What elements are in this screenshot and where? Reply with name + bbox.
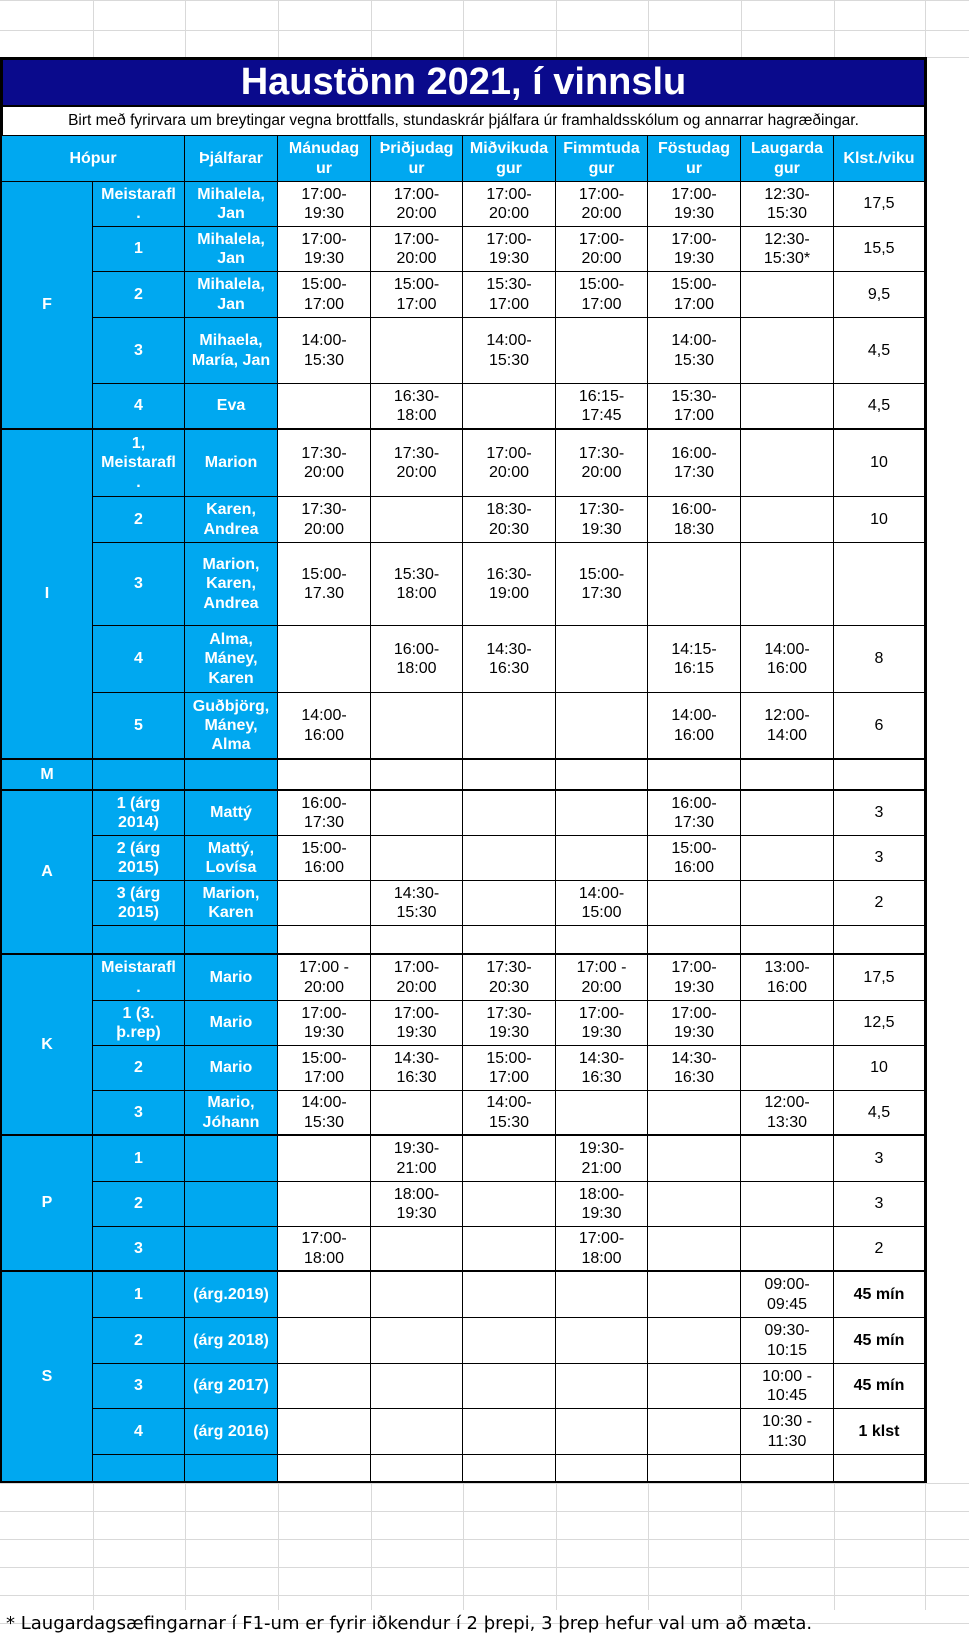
time-cell-saturday — [741, 272, 834, 318]
coaches-cell — [185, 760, 278, 791]
hours-cell: 17,5 — [834, 182, 925, 227]
time-cell-friday — [648, 1455, 741, 1483]
time-cell-saturday — [741, 1227, 834, 1272]
time-cell-wednesday: 14:00- 15:30 — [463, 1091, 556, 1136]
gridline-horizontal — [0, 1511, 969, 1512]
sheet-title: Haustönn 2021, í vinnslu — [2, 59, 925, 106]
coaches-cell: (árg 2017) — [185, 1364, 278, 1409]
level-cell: 3 (árg 2015) — [93, 881, 185, 926]
time-cell-friday — [648, 1182, 741, 1227]
level-cell: 1 (árg 2014) — [93, 791, 185, 836]
time-cell-wednesday: 17:00- 20:00 — [463, 182, 556, 227]
level-cell: 2 (árg 2015) — [93, 836, 185, 881]
gridline-vertical — [93, 0, 94, 57]
coaches-cell — [185, 1455, 278, 1483]
gridline-vertical — [648, 1483, 649, 1610]
time-cell-monday: 14:00- 15:30 — [278, 318, 371, 384]
coaches-cell — [185, 1136, 278, 1182]
footnote: * Laugardagsæfingarnar í F1-um er fyrir iðkendur í 2 þrepi, 3 þrep hefur val um að mæta. — [6, 1613, 813, 1634]
gridline-vertical — [185, 0, 186, 57]
time-cell-friday — [648, 543, 741, 626]
time-cell-saturday: 10:30 - 11:30 — [741, 1409, 834, 1455]
gridline-vertical — [556, 1483, 557, 1610]
hours-cell — [834, 926, 925, 955]
time-cell-thursday: 17:00- 20:00 — [556, 182, 648, 227]
time-cell-thursday — [556, 693, 648, 760]
level-cell — [93, 1455, 185, 1483]
gridline-vertical — [278, 0, 279, 57]
gridline-vertical — [741, 0, 742, 57]
time-cell-saturday — [741, 1001, 834, 1046]
group-label: P — [2, 1136, 93, 1272]
time-cell-saturday — [741, 926, 834, 955]
time-cell-thursday — [556, 1091, 648, 1136]
time-cell-friday: 16:00- 18:30 — [648, 497, 741, 543]
time-cell-saturday — [741, 543, 834, 626]
time-cell-tuesday: 15:00- 17:00 — [371, 272, 463, 318]
gridline-vertical — [925, 0, 926, 57]
time-cell-friday: 17:00- 19:30 — [648, 227, 741, 272]
group-label: F — [2, 182, 93, 430]
coaches-cell — [185, 1182, 278, 1227]
coaches-cell: Marion — [185, 430, 278, 497]
time-cell-friday — [648, 926, 741, 955]
hours-cell: 10 — [834, 430, 925, 497]
time-cell-wednesday — [463, 1409, 556, 1455]
time-cell-monday — [278, 1272, 371, 1318]
gridline-vertical — [371, 1483, 372, 1610]
hours-cell: 45 mín — [834, 1318, 925, 1364]
gridline-horizontal — [0, 1567, 969, 1568]
time-cell-thursday: 17:30- 20:00 — [556, 430, 648, 497]
gridline-vertical — [741, 1483, 742, 1610]
time-cell-tuesday — [371, 1227, 463, 1272]
hours-cell: 2 — [834, 1227, 925, 1272]
coaches-cell: Alma, Máney, Karen — [185, 626, 278, 693]
time-cell-monday — [278, 384, 371, 430]
time-cell-tuesday — [371, 1272, 463, 1318]
level-cell: 1 — [93, 1272, 185, 1318]
time-cell-thursday — [556, 1409, 648, 1455]
time-cell-wednesday: 14:30- 16:30 — [463, 626, 556, 693]
coaches-cell — [185, 1227, 278, 1272]
coaches-cell: Mihalela, Jan — [185, 272, 278, 318]
time-cell-tuesday — [371, 1409, 463, 1455]
hours-cell — [834, 1455, 925, 1483]
gridline-vertical — [278, 1483, 279, 1610]
time-cell-wednesday — [463, 1182, 556, 1227]
time-cell-friday: 14:15- 16:15 — [648, 626, 741, 693]
time-cell-wednesday — [463, 791, 556, 836]
time-cell-monday — [278, 1318, 371, 1364]
time-cell-tuesday: 16:00- 18:00 — [371, 626, 463, 693]
time-cell-saturday: 09:30- 10:15 — [741, 1318, 834, 1364]
coaches-cell: Mario, Jóhann — [185, 1091, 278, 1136]
time-cell-wednesday — [463, 1364, 556, 1409]
time-cell-monday — [278, 1409, 371, 1455]
gridline-vertical — [371, 0, 372, 57]
hours-cell: 3 — [834, 791, 925, 836]
gridline-horizontal — [0, 1483, 969, 1484]
group-label: K — [2, 955, 93, 1136]
coaches-cell: (árg 2018) — [185, 1318, 278, 1364]
hours-cell: 4,5 — [834, 318, 925, 384]
time-cell-saturday: 09:00- 09:45 — [741, 1272, 834, 1318]
time-cell-monday: 17:30- 20:00 — [278, 430, 371, 497]
coaches-cell: Mattý — [185, 791, 278, 836]
hours-cell: 3 — [834, 1182, 925, 1227]
time-cell-monday — [278, 1455, 371, 1483]
coaches-cell: (árg.2019) — [185, 1272, 278, 1318]
time-cell-friday — [648, 1136, 741, 1182]
gridline-vertical — [463, 1483, 464, 1610]
time-cell-tuesday — [371, 1455, 463, 1483]
time-cell-tuesday — [371, 318, 463, 384]
time-cell-monday: 14:00- 15:30 — [278, 1091, 371, 1136]
hours-cell: 8 — [834, 626, 925, 693]
hours-cell: 4,5 — [834, 1091, 925, 1136]
time-cell-saturday — [741, 384, 834, 430]
time-cell-monday — [278, 926, 371, 955]
coaches-cell: Mario — [185, 1001, 278, 1046]
hours-cell: 9,5 — [834, 272, 925, 318]
header-friday: Föstudag ur — [648, 136, 741, 182]
time-cell-wednesday: 17:00- 19:30 — [463, 227, 556, 272]
time-cell-thursday: 17:00- 20:00 — [556, 227, 648, 272]
gridline-vertical — [185, 1483, 186, 1610]
time-cell-wednesday: 17:30- 20:30 — [463, 955, 556, 1001]
gridline-horizontal — [0, 0, 969, 1]
coaches-cell: Karen, Andrea — [185, 497, 278, 543]
time-cell-saturday — [741, 760, 834, 791]
time-cell-friday: 14:00- 15:30 — [648, 318, 741, 384]
time-cell-friday: 17:00- 19:30 — [648, 1001, 741, 1046]
time-cell-monday: 15:00- 17.30 — [278, 543, 371, 626]
time-cell-monday — [278, 760, 371, 791]
coaches-cell: Eva — [185, 384, 278, 430]
level-cell — [93, 926, 185, 955]
time-cell-wednesday: 17:00- 20:00 — [463, 430, 556, 497]
time-cell-tuesday: 17:00- 19:30 — [371, 1001, 463, 1046]
time-cell-tuesday: 17:00- 20:00 — [371, 182, 463, 227]
time-cell-wednesday: 17:30- 19:30 — [463, 1001, 556, 1046]
time-cell-saturday: 13:00- 16:00 — [741, 955, 834, 1001]
time-cell-friday: 14:30- 16:30 — [648, 1046, 741, 1091]
gridline-vertical — [834, 1483, 835, 1610]
group-label: M — [2, 760, 93, 791]
time-cell-wednesday — [463, 881, 556, 926]
time-cell-friday: 17:00- 19:30 — [648, 955, 741, 1001]
header-hours-per-week: Klst./viku — [834, 136, 925, 182]
time-cell-thursday: 17:00 - 20:00 — [556, 955, 648, 1001]
level-cell: Meistarafl . — [93, 182, 185, 227]
coaches-cell: Mihalela, Jan — [185, 182, 278, 227]
time-cell-thursday: 15:00- 17:00 — [556, 272, 648, 318]
coaches-cell — [185, 926, 278, 955]
time-cell-monday: 15:00- 17:00 — [278, 1046, 371, 1091]
time-cell-friday: 14:00- 16:00 — [648, 693, 741, 760]
hours-cell: 15,5 — [834, 227, 925, 272]
time-cell-wednesday: 14:00- 15:30 — [463, 318, 556, 384]
time-cell-thursday — [556, 318, 648, 384]
hours-cell: 3 — [834, 836, 925, 881]
time-cell-saturday: 14:00- 16:00 — [741, 626, 834, 693]
time-cell-saturday: 12:00- 13:30 — [741, 1091, 834, 1136]
coaches-cell: Mihaela, María, Jan — [185, 318, 278, 384]
hours-cell — [834, 760, 925, 791]
hours-cell: 10 — [834, 497, 925, 543]
hours-cell: 1 klst — [834, 1409, 925, 1455]
level-cell: 3 — [93, 543, 185, 626]
header-wednesday: Miðvikuda gur — [463, 136, 556, 182]
time-cell-tuesday: 15:30- 18:00 — [371, 543, 463, 626]
time-cell-monday: 17:30- 20:00 — [278, 497, 371, 543]
gridline-vertical — [925, 1483, 926, 1610]
time-cell-friday: 15:00- 17:00 — [648, 272, 741, 318]
time-cell-wednesday — [463, 1272, 556, 1318]
time-cell-monday — [278, 881, 371, 926]
time-cell-monday — [278, 1136, 371, 1182]
level-cell: 5 — [93, 693, 185, 760]
gridline-horizontal — [0, 1539, 969, 1540]
coaches-cell: (árg 2016) — [185, 1409, 278, 1455]
gridline-vertical — [463, 0, 464, 57]
time-cell-tuesday: 17:00- 20:00 — [371, 227, 463, 272]
coaches-cell: Marion, Karen, Andrea — [185, 543, 278, 626]
time-cell-thursday: 16:15- 17:45 — [556, 384, 648, 430]
level-cell: 1, Meistarafl . — [93, 430, 185, 497]
header-saturday: Laugarda gur — [741, 136, 834, 182]
time-cell-wednesday: 16:30- 19:00 — [463, 543, 556, 626]
time-cell-monday: 16:00- 17:30 — [278, 791, 371, 836]
time-cell-saturday — [741, 1455, 834, 1483]
time-cell-friday: 15:00- 16:00 — [648, 836, 741, 881]
time-cell-friday — [648, 881, 741, 926]
group-label: S — [2, 1272, 93, 1483]
level-cell: 2 — [93, 1182, 185, 1227]
time-cell-wednesday — [463, 1227, 556, 1272]
time-cell-saturday — [741, 1182, 834, 1227]
time-cell-thursday — [556, 926, 648, 955]
gridline-vertical — [556, 0, 557, 57]
time-cell-saturday — [741, 836, 834, 881]
level-cell: Meistarafl . — [93, 955, 185, 1001]
gridline-vertical — [93, 1483, 94, 1610]
time-cell-tuesday: 19:30- 21:00 — [371, 1136, 463, 1182]
time-cell-tuesday — [371, 693, 463, 760]
time-cell-friday: 15:30- 17:00 — [648, 384, 741, 430]
time-cell-thursday — [556, 1318, 648, 1364]
time-cell-friday — [648, 1318, 741, 1364]
time-cell-thursday: 18:00- 19:30 — [556, 1182, 648, 1227]
header-group: Hópur — [2, 136, 185, 182]
level-cell: 1 (3. þ.rep) — [93, 1001, 185, 1046]
time-cell-monday: 17:00- 19:30 — [278, 227, 371, 272]
time-cell-monday: 15:00- 17:00 — [278, 272, 371, 318]
time-cell-thursday — [556, 626, 648, 693]
time-cell-thursday: 17:00- 19:30 — [556, 1001, 648, 1046]
level-cell: 4 — [93, 626, 185, 693]
time-cell-thursday — [556, 1364, 648, 1409]
time-cell-friday — [648, 1091, 741, 1136]
time-cell-monday — [278, 1182, 371, 1227]
header-thursday: Fimmtuda gur — [556, 136, 648, 182]
time-cell-thursday — [556, 836, 648, 881]
time-cell-tuesday: 14:30- 15:30 — [371, 881, 463, 926]
time-cell-thursday — [556, 1455, 648, 1483]
hours-cell: 45 mín — [834, 1272, 925, 1318]
time-cell-saturday — [741, 1046, 834, 1091]
time-cell-wednesday: 18:30- 20:30 — [463, 497, 556, 543]
gridline-horizontal — [0, 30, 969, 31]
time-cell-tuesday: 17:00- 20:00 — [371, 955, 463, 1001]
time-cell-tuesday — [371, 836, 463, 881]
header-tuesday: Þriðjudag ur — [371, 136, 463, 182]
time-cell-tuesday — [371, 791, 463, 836]
hours-cell: 4,5 — [834, 384, 925, 430]
time-cell-wednesday — [463, 1136, 556, 1182]
time-cell-friday — [648, 1227, 741, 1272]
time-cell-wednesday — [463, 1318, 556, 1364]
level-cell — [93, 760, 185, 791]
hours-cell: 10 — [834, 1046, 925, 1091]
time-cell-thursday: 17:00- 18:00 — [556, 1227, 648, 1272]
time-cell-thursday: 14:30- 16:30 — [556, 1046, 648, 1091]
gridline-horizontal — [0, 1595, 969, 1596]
time-cell-wednesday — [463, 760, 556, 791]
time-cell-monday: 14:00- 16:00 — [278, 693, 371, 760]
time-cell-saturday — [741, 881, 834, 926]
hours-cell: 2 — [834, 881, 925, 926]
time-cell-tuesday: 16:30- 18:00 — [371, 384, 463, 430]
group-label: A — [2, 791, 93, 955]
time-cell-monday: 17:00- 19:30 — [278, 182, 371, 227]
coaches-cell: Mario — [185, 1046, 278, 1091]
hours-cell — [834, 543, 925, 626]
time-cell-wednesday — [463, 1455, 556, 1483]
level-cell: 2 — [93, 497, 185, 543]
level-cell: 4 — [93, 384, 185, 430]
time-cell-friday — [648, 1364, 741, 1409]
time-cell-tuesday: 18:00- 19:30 — [371, 1182, 463, 1227]
time-cell-friday — [648, 1409, 741, 1455]
time-cell-saturday: 12:00- 14:00 — [741, 693, 834, 760]
time-cell-thursday — [556, 760, 648, 791]
time-cell-thursday: 17:30- 19:30 — [556, 497, 648, 543]
time-cell-saturday — [741, 430, 834, 497]
time-cell-monday: 17:00- 19:30 — [278, 1001, 371, 1046]
time-cell-saturday — [741, 497, 834, 543]
time-cell-saturday — [741, 1136, 834, 1182]
level-cell: 4 — [93, 1409, 185, 1455]
time-cell-thursday — [556, 1272, 648, 1318]
time-cell-saturday: 12:30- 15:30 — [741, 182, 834, 227]
time-cell-tuesday — [371, 926, 463, 955]
time-cell-monday — [278, 1364, 371, 1409]
time-cell-wednesday: 15:30- 17:00 — [463, 272, 556, 318]
time-cell-wednesday — [463, 693, 556, 760]
gridline-horizontal — [0, 57, 969, 58]
hours-cell: 12,5 — [834, 1001, 925, 1046]
level-cell: 1 — [93, 1136, 185, 1182]
coaches-cell: Mario — [185, 955, 278, 1001]
time-cell-friday: 17:00- 19:30 — [648, 182, 741, 227]
hours-cell: 6 — [834, 693, 925, 760]
time-cell-wednesday — [463, 926, 556, 955]
header-coaches: Þjálfarar — [185, 136, 278, 182]
time-cell-monday — [278, 626, 371, 693]
time-cell-saturday: 10:00 - 10:45 — [741, 1364, 834, 1409]
time-cell-tuesday: 17:30- 20:00 — [371, 430, 463, 497]
sheet-subtitle: Birt með fyrirvara um breytingar vegna brottfalls, stundaskrár þjálfara úr framhaldsskólum og annarrar hagræðingar. — [2, 106, 925, 136]
coaches-cell: Guðbjörg, Máney, Alma — [185, 693, 278, 760]
level-cell: 3 — [93, 1091, 185, 1136]
time-cell-saturday — [741, 791, 834, 836]
coaches-cell: Marion, Karen — [185, 881, 278, 926]
time-cell-thursday: 14:00- 15:00 — [556, 881, 648, 926]
gridline-vertical — [648, 0, 649, 57]
time-cell-thursday: 19:30- 21:00 — [556, 1136, 648, 1182]
time-cell-friday: 16:00- 17:30 — [648, 430, 741, 497]
hours-cell: 17,5 — [834, 955, 925, 1001]
level-cell: 3 — [93, 318, 185, 384]
time-cell-tuesday — [371, 1318, 463, 1364]
time-cell-tuesday — [371, 760, 463, 791]
time-cell-monday: 17:00- 18:00 — [278, 1227, 371, 1272]
time-cell-tuesday: 14:30- 16:30 — [371, 1046, 463, 1091]
time-cell-wednesday — [463, 384, 556, 430]
time-cell-wednesday — [463, 836, 556, 881]
level-cell: 3 — [93, 1364, 185, 1409]
time-cell-wednesday: 15:00- 17:00 — [463, 1046, 556, 1091]
time-cell-thursday — [556, 791, 648, 836]
time-cell-saturday — [741, 318, 834, 384]
level-cell: 2 — [93, 1318, 185, 1364]
time-cell-thursday: 15:00- 17:30 — [556, 543, 648, 626]
header-monday: Mánudag ur — [278, 136, 371, 182]
time-cell-friday — [648, 760, 741, 791]
time-cell-friday: 16:00- 17:30 — [648, 791, 741, 836]
coaches-cell: Mattý, Lovísa — [185, 836, 278, 881]
hours-cell: 3 — [834, 1136, 925, 1182]
hours-cell: 45 mín — [834, 1364, 925, 1409]
time-cell-tuesday — [371, 497, 463, 543]
group-label: I — [2, 430, 93, 760]
level-cell: 3 — [93, 1227, 185, 1272]
level-cell: 2 — [93, 1046, 185, 1091]
level-cell: 2 — [93, 272, 185, 318]
level-cell: 1 — [93, 227, 185, 272]
coaches-cell: Mihalela, Jan — [185, 227, 278, 272]
time-cell-friday — [648, 1272, 741, 1318]
time-cell-tuesday — [371, 1364, 463, 1409]
time-cell-monday: 17:00 - 20:00 — [278, 955, 371, 1001]
time-cell-monday: 15:00- 16:00 — [278, 836, 371, 881]
time-cell-saturday: 12:30- 15:30* — [741, 227, 834, 272]
gridline-vertical — [834, 0, 835, 57]
time-cell-tuesday — [371, 1091, 463, 1136]
